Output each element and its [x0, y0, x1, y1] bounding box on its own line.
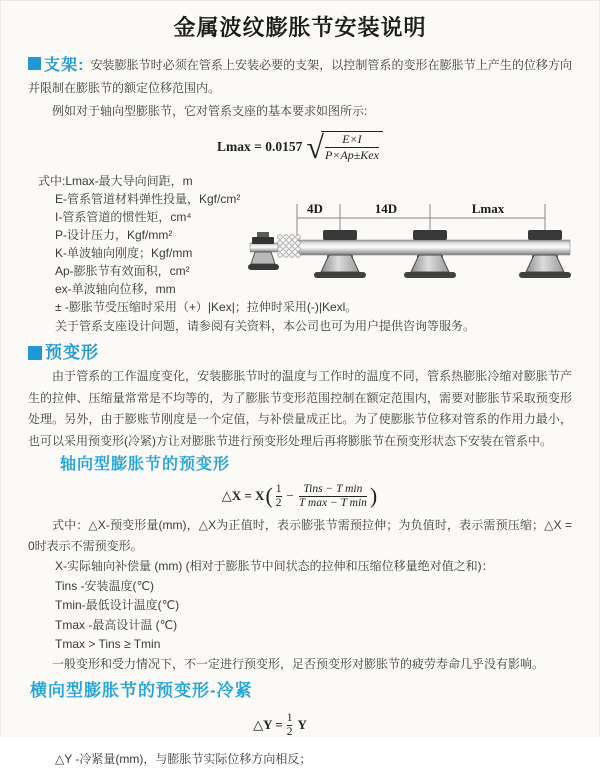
- support-example-line: 例如对于轴向型膨胀节，它对管系支座的基本要求如图所示:: [52, 104, 368, 118]
- variable-line: Tmax > Tins ≥ Tmin: [55, 637, 161, 651]
- lateral-predeform-heading: 横向型膨胀节的预变形-冷紧: [30, 681, 253, 700]
- axial-predeform-formula: [0, 479, 600, 513]
- variable-line: K-单波轴向刚度；Kgf/mm: [55, 246, 193, 260]
- lateral-formula-lhs: △Y =: [253, 717, 283, 732]
- axial-closing-note: 一般变形和受力情况下，不一定进行预变形，足否预变形对膨胀节的疲劳寿命几乎没有影响。: [52, 656, 545, 671]
- temperature-fraction: $\frac{\text{Tins − T min}}{\text{T max − T min}}$: [298, 482, 367, 509]
- lateral-predeform-formula: [0, 710, 600, 740]
- pipe: [298, 240, 570, 255]
- predeform-section-heading: [28, 343, 600, 363]
- minus-sign: −: [286, 488, 294, 503]
- one-half-fraction: $\frac{1}{2}$: [275, 482, 282, 509]
- variable-line: E-管系管道材料弹性投量，Kgf/cm²: [55, 192, 241, 206]
- support-intro-paragraph: [28, 54, 572, 99]
- predeform-paragraph: 由于管系的工作温度变化，安装膨胀节时的温度与工作时的温度不同，管系热膨胀冷缩对膨胀节产生的拉伸、压缩量常常是不均等的，为了膨胀节变形范围控制在额定范围内，需要对膨胀节采取预变形处理。另外，由于膨账节刚度是一个定值，与补偿量成正比。为了使膨胀节位移对管系的作用力最小，也可以采用预变形(冷紧)方让对膨胀节进行预变形处理后再将膨胀节在预变形状态下安装在管系中。: [28, 369, 572, 448]
- predeform-heading-label: 预变形: [45, 343, 99, 362]
- variable-line: I-管系管道的惯性矩，cm⁴: [55, 210, 192, 224]
- variable-line: Tmax -最高设计温 (℃): [55, 617, 178, 632]
- bellows-icon: [278, 235, 301, 258]
- lateral-note: △Y -冷紧量(mm)，与膨胀节实际位移方向相反；: [55, 752, 312, 766]
- variable-line: 式中:Lmax-最大导向间距，m: [38, 174, 193, 188]
- radical-sign: √: [306, 129, 324, 165]
- support-intro-text: 安装膨胀节时必须在管系上安装必要的支架，以控制管系的变形在膨胀节上产生的位移方向并限制在膨胀节的额定位移范围内。: [28, 58, 572, 95]
- open-paren: (: [265, 483, 273, 508]
- variable-line: Ap-膨胀节有效面积，cm²: [55, 264, 190, 278]
- axial-variable-list: [55, 557, 600, 655]
- lateral-formula-rhs: Y: [297, 717, 307, 732]
- variable-line: ex-单波轴向位移，mm: [55, 282, 176, 296]
- dimension-label-14d: 14D: [374, 201, 398, 216]
- close-paren: ): [369, 483, 378, 508]
- variable-line: P-设计压力，Kgf/mm²: [55, 228, 173, 242]
- dimension-label-lmax: Lmax: [471, 201, 505, 216]
- variable-line: ± -膨胀节受压缩时采用（+）|Kex|；拉伸时采用(-)|Kexl。: [55, 300, 358, 314]
- lmax-formula: [0, 126, 600, 168]
- lmax-formula-lhs: Lmax = 0.0157: [217, 139, 303, 154]
- variable-line: Tmin-最低设计温度(℃): [55, 598, 180, 612]
- axial-formula-explanation: 式中：△X-预变形量(mm)，△X为正值时，表示膨张节需预拉伸；为负值时，表示需预压缩；△X = 0时表示不需预变形。: [28, 518, 572, 553]
- axial-formula-lhs: △X = X: [221, 488, 265, 503]
- dimension-label-4d: 4D: [307, 201, 323, 216]
- section-bullet-square: [28, 57, 41, 70]
- radicand-denominator: P×Ap±Kex: [324, 148, 379, 162]
- pipe-support-diagram: [248, 196, 600, 296]
- formula-variable-list: [38, 172, 600, 335]
- axial-predeform-heading: 轴向型膨胀节的预变形: [60, 456, 231, 473]
- variable-line: X-实际轴向补偿量 (mm) (相对于膨胀节中间状态的拉伸和压缩位移量绝对值之和)：: [55, 559, 494, 573]
- radicand-numerator: E×I: [342, 132, 362, 146]
- support-consulting-note: 关于管系支座设计问题，请参阅有关资料，本公司也可为用户提供咨询等服务。: [55, 319, 476, 333]
- support-section-heading: 支架:: [44, 57, 85, 74]
- pipe-stub: [250, 243, 278, 252]
- section-bullet-square: [28, 346, 42, 360]
- variable-line: Tins -安装温度(℃): [55, 578, 155, 593]
- radicand-fraction: [321, 131, 383, 163]
- one-half-fraction: $\frac{1}{2}$: [286, 711, 293, 738]
- page-title: 金属波纹膨胀节安装说明: [173, 15, 427, 40]
- square-root-expression: [306, 130, 383, 164]
